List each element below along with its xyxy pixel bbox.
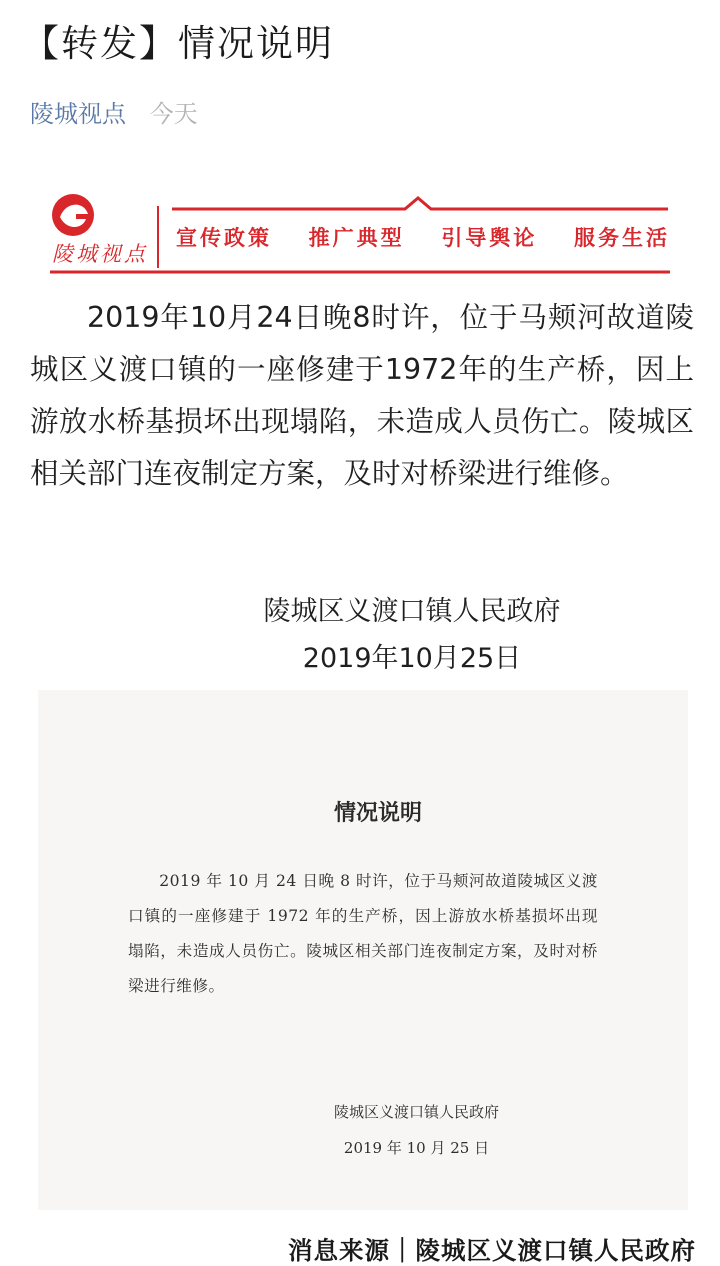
banner-slogans — [176, 222, 670, 252]
logo-text: 陵城视点 — [52, 242, 148, 266]
signature-block — [0, 588, 720, 682]
banner-slogan: 引导舆论 — [441, 225, 538, 250]
article-paragraph: 2019年10月24日晚8时许，位于马颊河故道陵城区义渡口镇的一座修建于1972年的生产桥，因上游放水桥基损坏出现塌陷，未造成人员伤亡。陵城区相关部门连夜制定方案，及时对桥梁进行维修。 — [30, 301, 694, 490]
logo-emblem-icon — [50, 192, 96, 238]
signature-date: 2019年10月25日 — [302, 643, 522, 674]
source-credit: 消息来源｜陵城区义渡口镇人民政府 — [288, 1236, 696, 1265]
account-name-link[interactable]: 陵城视点 — [30, 100, 126, 128]
article-meta — [30, 96, 198, 132]
banner-slogan: 宣传政策 — [176, 225, 272, 250]
scan-signature — [334, 1094, 499, 1166]
banner-slogan: 推广典型 — [308, 225, 405, 250]
scan-signature-date: 2019 年 10 月 25 日 — [343, 1139, 490, 1157]
scan-title: 情况说明 — [333, 800, 422, 826]
publish-date: 今天 — [149, 100, 198, 128]
scan-paragraph: 2019 年 10 月 24 日晚 8 时许，位于马颊河故道陵城区义渡口镇的一座修建于 1972 年的生产桥，因上游放水桥基损坏出现塌陷，未造成人员伤亡。陵城区相关部门连夜制定方案，及时对桥梁进行维修。 — [128, 872, 598, 995]
header-banner — [50, 192, 670, 276]
banner-slogan: 服务生活 — [573, 225, 670, 250]
signature-org: 陵城区义渡口镇人民政府 — [263, 596, 561, 627]
scan-signature-org: 陵城区义渡口镇人民政府 — [334, 1103, 500, 1121]
article-title: 【转发】情况说明 — [22, 22, 334, 65]
scanned-document-image[interactable] — [38, 690, 688, 1210]
